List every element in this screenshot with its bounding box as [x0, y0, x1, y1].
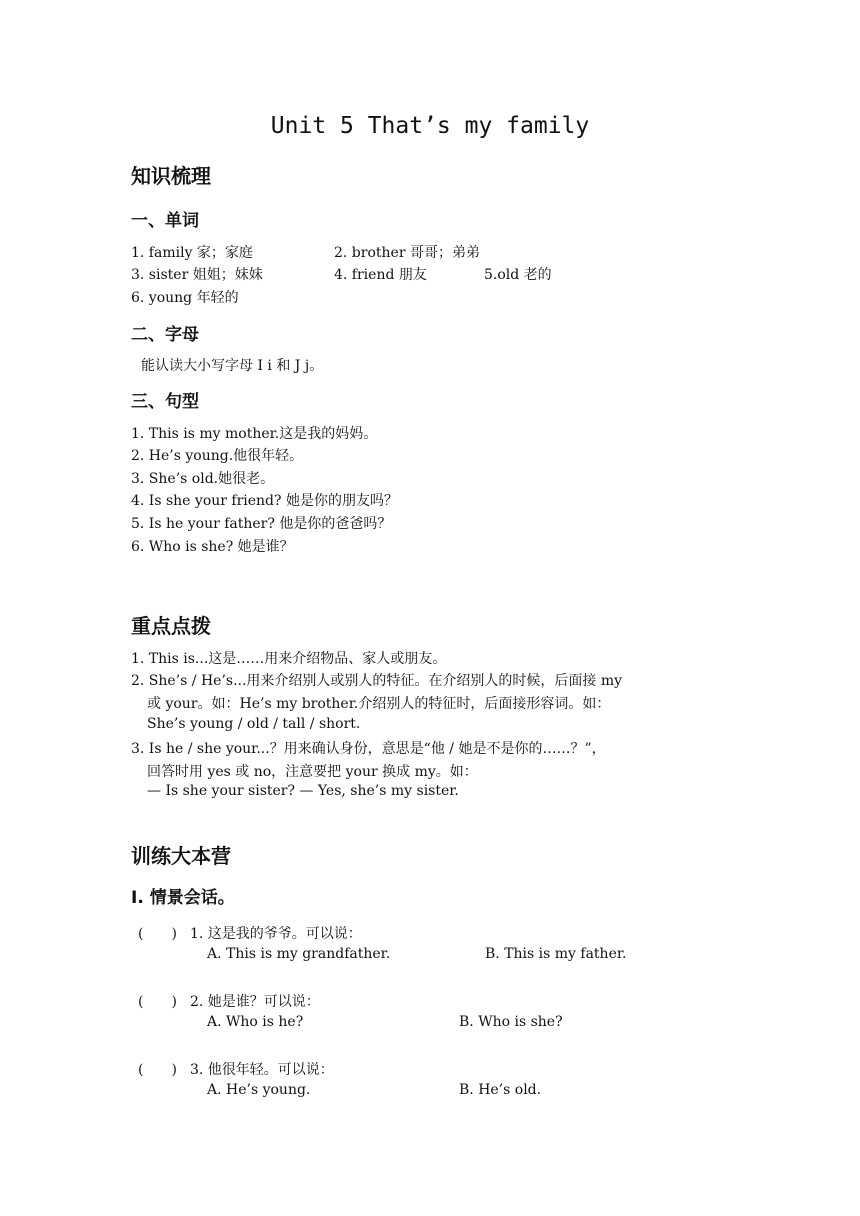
- question-stem: 3. 他很年轻。可以说：: [190, 1062, 334, 1078]
- key-point-line: — Is she your sister? — Yes, she’s my sister.: [147, 783, 459, 799]
- sentence-item: 2. He’s young.他很年轻。: [131, 448, 304, 464]
- option-a: A. This is my grandfather.: [207, 946, 391, 962]
- word-item: 5.old 老的: [484, 267, 552, 283]
- word-item: 6. young 年轻的: [131, 290, 239, 306]
- key-point-line: She’s young / old / tall / short.: [147, 716, 361, 732]
- answer-bracket[interactable]: ( ): [138, 926, 177, 942]
- subheading-dialogue: Ⅰ. 情景会话。: [131, 888, 235, 908]
- key-point-line: 1. This is...这是……用来介绍物品、家人或朋友。: [131, 651, 447, 667]
- sentence-item: 5. Is he your father? 他是你的爸爸吗？: [131, 516, 392, 532]
- page-title: Unit 5 That’s my family: [270, 113, 590, 139]
- section-heading-practice: 训练大本营: [131, 844, 231, 868]
- question-stem: 1. 这是我的爷爷。可以说：: [190, 926, 362, 942]
- sentence-item: 6. Who is she? 她是谁？: [131, 539, 294, 555]
- subheading-sentences: 三、句型: [131, 392, 199, 412]
- option-b: B. He’s old.: [459, 1082, 542, 1098]
- sentence-item: 3. She’s old.她很老。: [131, 471, 275, 487]
- key-point-line: 或 your。如：He’s my brother.介绍别人的特征时，后面接形容词。如：: [147, 696, 611, 712]
- key-point-line: 2. She’s / He’s...用来介绍别人或别人的特征。在介绍别人的时候，后面接 my: [131, 673, 623, 689]
- question-stem: 2. 她是谁？可以说：: [190, 994, 320, 1010]
- option-a: A. Who is he?: [207, 1014, 304, 1030]
- option-b: B. This is my father.: [485, 946, 627, 962]
- word-item: 4. friend 朋友: [334, 267, 427, 283]
- answer-bracket[interactable]: ( ): [138, 994, 177, 1010]
- word-item: 3. sister 姐姐；妹妹: [131, 267, 263, 283]
- option-a: A. He’s young.: [207, 1082, 311, 1098]
- sentence-item: 4. Is she your friend? 她是你的朋友吗？: [131, 493, 398, 509]
- sentence-item: 1. This is my mother.这是我的妈妈。: [131, 426, 378, 442]
- answer-bracket[interactable]: ( ): [138, 1062, 177, 1078]
- key-point-line: 回答时用 yes 或 no，注意要把 your 换成 my。如：: [147, 764, 478, 780]
- section-heading-knowledge: 知识梳理: [131, 164, 211, 188]
- word-item: 2. brother 哥哥；弟弟: [334, 245, 480, 261]
- word-item: 1. family 家；家庭: [131, 245, 253, 261]
- key-point-line: 3. Is he / she your...？用来确认身份，意思是“他 / 她是不是你的……？”，: [131, 741, 606, 757]
- subheading-letters: 二、字母: [131, 325, 199, 345]
- section-heading-key-points: 重点点拨: [131, 614, 211, 638]
- option-b: B. Who is she?: [459, 1014, 563, 1030]
- subheading-words: 一、单词: [131, 211, 199, 231]
- letters-text: 能认读大小写字母 I i 和 J j。: [141, 358, 324, 374]
